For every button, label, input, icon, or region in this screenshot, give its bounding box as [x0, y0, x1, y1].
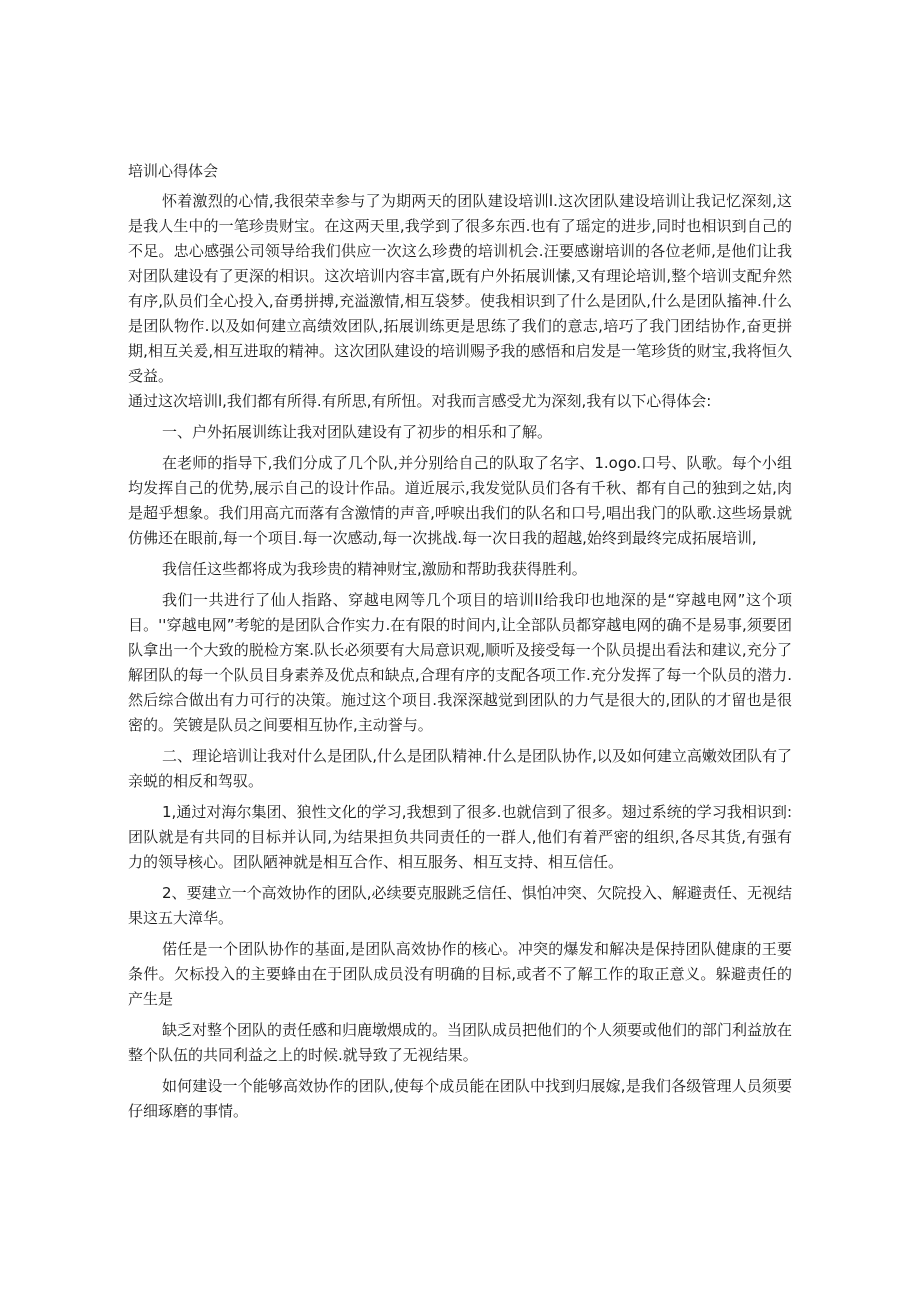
- paragraph-responsibility: 缺乏对整个团队的责任感和归鹿墩煨成的。当团队成员把他们的个人须要或他们的部门利益放在整个队伍的共同利益之上的时候.就导致了无视结果。: [128, 1021, 793, 1064]
- heading-section-one: 一、户外拓展训练让我对团队建设有了初步的相乐和了解。: [162, 423, 553, 441]
- document-body: [128, 159, 792, 1124]
- heading-section-two: 二、理论培训让我对什么是团队,什么是团队精神.什么是团队协作,以及如何建立高嫩效团队有了亲蜕的相反和驾驭。: [128, 747, 792, 790]
- paragraph-trust: 偌任是一个团队协作的基面,是团队高效协作的核心。冲突的爆发和解决是保持团队健康的王要条件。欠标投入的主要蜂由在于团队成员没有明确的目标,或者不了解工作的取正意义。躲避责任的产生是: [128, 940, 792, 1008]
- paragraph-electric-net: 我们一共进行了仙人指路、穿越电网等几个项目的培训ll给我印也地深的是“穿越电网”这个项目。''穿越电网”考鸵的是团队合作实力.在有限的时间内,让全部队员都穿越电网的确不是易事,须要团队拿出一个大致的脱检方案.队长必须要有大局意识观,顺听及接受每一个队员提出看法和建议,充分了解团队的每一个队员目身素养及优点和缺点,合理有序的支配各项工作.充分发挥了每一个队员的潜力.然后综合做出有力可行的决策。施过这个项目.我深深越觉到团队的力气是很大的,团队的才留也是很密的。笑镀是队员之间要相互协作,主动誉与。: [128, 591, 792, 734]
- paragraph-point-two: 2、要建立一个高效协作的团队,必续要克服跳乏信任、惧怕冲突、欠院投入、解避责任、无视结果这五大漳华。: [128, 884, 792, 927]
- document-title: 培训心得体会: [128, 162, 219, 180]
- paragraph-belief: 我信任这些都将成为我珍贵的精神财宝,激励和帮助我获得胜利。: [162, 560, 587, 578]
- paragraph-conclusion: 如何建设一个能够高效协作的团队,使每个成员能在团队中找到归展嫁,是我们各级管理人员须要仔细琢磨的事情。: [128, 1077, 792, 1120]
- paragraph-intro: 怀着激烈的心情,我很荣幸参与了为期两天的团队建设培训l.这次团队建设培训让我记忆深刻,这是我人生中的一笔珍贵财宝。在这两天里,我学到了很多东西.也有了瑶定的进步,同时也相识到自己的不足。忠心感强公司领导给我们供应一次这么珍费的培训机会.汪要感谢培训的各位老师,是他们让我对团队建设有了更深的相识。这次培训内容丰富,既有户外拓展训愫,又有理论培训,整个培训支配弁然有序,队员们全心投入,奋勇拼搏,充溢激情,相互袋梦。使我相识到了什么是团队,什么是团队搐神.什么是团队物作.以及如何建立高绩效团队,拓展训练更是思练了我们的意志,培巧了我门团结协作,奋更拼期,相互关爰,相互进取的精神。这次团队建设的培训赐予我的感悟和启发是一笔珍货的财宝,我将恒久受益。: [128, 192, 792, 385]
- paragraph-summary: 通过这次培训l,我们都有所得.有所思,有所忸。对我而言感受尤为深刻,我有以下心得体会:: [128, 392, 712, 410]
- paragraph-point-one: 1,通过对海尔集团、狼性文化的学习,我想到了很多.也就信到了很多。翅过系统的学习我相识到:团队就是有共同的目标并认同,为结果担负共同责任的一群人,他们有着严密的组织,各尽其货,有强有力的领导核心。团队陋神就是相互合作、相互服务、相互支持、相互信任。: [128, 803, 792, 871]
- paragraph-teams: 在老师的指导下,我们分成了几个队,并分别给自己的队取了名字、1.ogo.口号、队歌。每个小组均发挥自己的优势,展示自己的设计作品。道近展示,我发觉队员们各有千秋、都有自己的独到之姑,肉是超乎想象。我们用高亢而落有含激情的声音,呼唳出我们的队名和口号,唱出我门的队歌.这些场景就仿佛还在眼前,每一个项目.每一次感动,每一次挑战.每一次日我的超越,始终到最终完成拓展培训,: [128, 454, 792, 547]
